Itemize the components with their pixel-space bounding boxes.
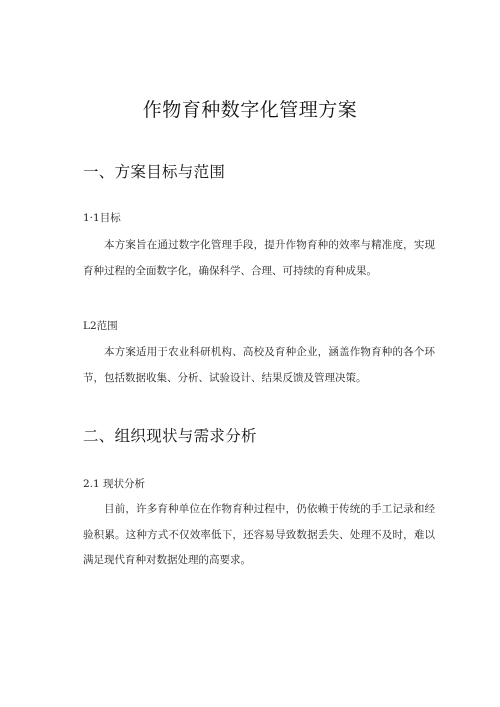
paragraph-goal: 本方案旨在通过数字化管理手段，提升作物育种的效率与精准度，实现育种过程的全面数字化，确保科学、合理、可持续的育种成果。 — [83, 239, 435, 277]
subsection-heading-2-1: 2.1 现状分析 — [83, 478, 146, 490]
subsection-heading-1-1: 1·1目标 — [83, 212, 121, 224]
section-heading-1: 一、方案目标与范围 — [83, 163, 226, 181]
document-title: 作物育种数字化管理方案 — [142, 99, 358, 121]
paragraph-status: 目前，许多育种单位在作物育种过程中，仍依赖于传统的手工记录和经验积累。这种方式不仅效率低下，还容易导致数据丢失、处理不及时，难以满足现代育种对数据处理的高要求。 — [83, 503, 435, 566]
section-heading-2: 二、组织现状与需求分析 — [83, 427, 257, 445]
paragraph-scope: 本方案适用于农业科研机构、高校及育种企业，涵盖作物育种的各个环节，包括数据收集、分析、试验设计、结果反馈及管理决策。 — [83, 346, 435, 384]
subsection-heading-1-2: L2范围 — [83, 320, 118, 332]
